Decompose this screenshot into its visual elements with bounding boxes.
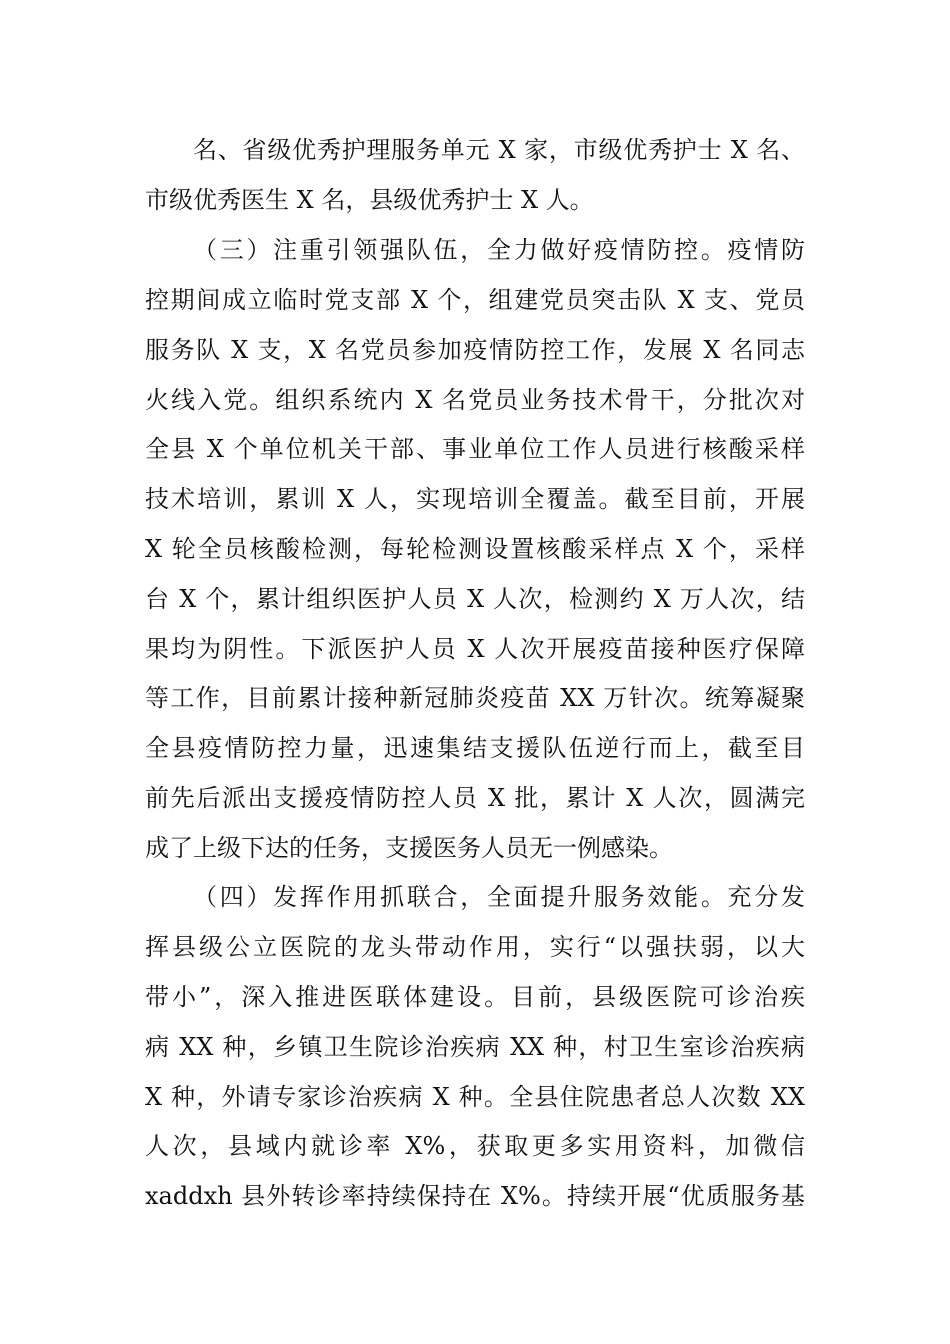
text-line-10: 台 X 个，累计组织医护人员 X 人次，检测约 X 万人次，结 [145,585,805,613]
text-line-21: 人次，县域内就诊率 X%，获取更多实用资料，加微信 [145,1132,805,1160]
text-line-5: 服务队 X 支，X 名党员参加疫情防控工作，发展 X 名同志 [145,336,805,364]
text-line-16: （四）发挥作用抓联合，全面提升服务效能。充分发 [193,883,805,911]
text-line-6: 火线入党。组织系统内 X 名党员业务技术骨干，分批次对 [145,386,805,414]
text-line-3: （三）注重引领强队伍，全力做好疫情防控。疫情防 [193,236,805,264]
text-line-1: 名、省级优秀护理服务单元 X 家，市级优秀护士 X 名、 [193,136,805,164]
text-line-20: X 种，外请专家诊治疾病 X 种。全县住院患者总人次数 XX [145,1083,805,1111]
text-line-11: 果均为阴性。下派医护人员 X 人次开展疫苗接种医疗保障 [145,635,805,663]
text-line-7: 全县 X 个单位机关干部、事业单位工作人员进行核酸采样 [145,435,805,463]
text-line-12: 等工作，目前累计接种新冠肺炎疫苗 XX 万针次。统筹凝聚 [145,684,805,712]
text-line-4: 控期间成立临时党支部 X 个，组建党员突击队 X 支、党员 [145,286,805,314]
text-line-22: xaddxh 县外转诊率持续保持在 X%。持续开展“优质服务基 [145,1182,805,1210]
text-line-15: 成了上级下达的任务，支援医务人员无一例感染。 [145,834,673,862]
text-line-14: 前先后派出支援疫情防控人员 X 批，累计 X 人次，圆满完 [145,784,805,812]
text-line-17: 挥县级公立医院的龙头带动作用，实行“以强扶弱，以大 [145,933,805,961]
text-line-2: 市级优秀医生 X 名，县级优秀护士 X 人。 [145,186,594,214]
text-line-18: 带小”，深入推进医联体建设。目前，县级医院可诊治疾 [145,983,805,1011]
text-line-8: 技术培训，累训 X 人，实现培训全覆盖。截至目前，开展 [145,485,805,513]
text-line-9: X 轮全员核酸检测，每轮检测设置核酸采样点 X 个，采样 [145,535,805,563]
text-line-19: 病 XX 种，乡镇卫生院诊治疾病 XX 种，村卫生室诊治疾病 [145,1033,805,1061]
text-line-13: 全县疫情防控力量，迅速集结支援队伍逆行而上，截至目 [145,734,805,762]
